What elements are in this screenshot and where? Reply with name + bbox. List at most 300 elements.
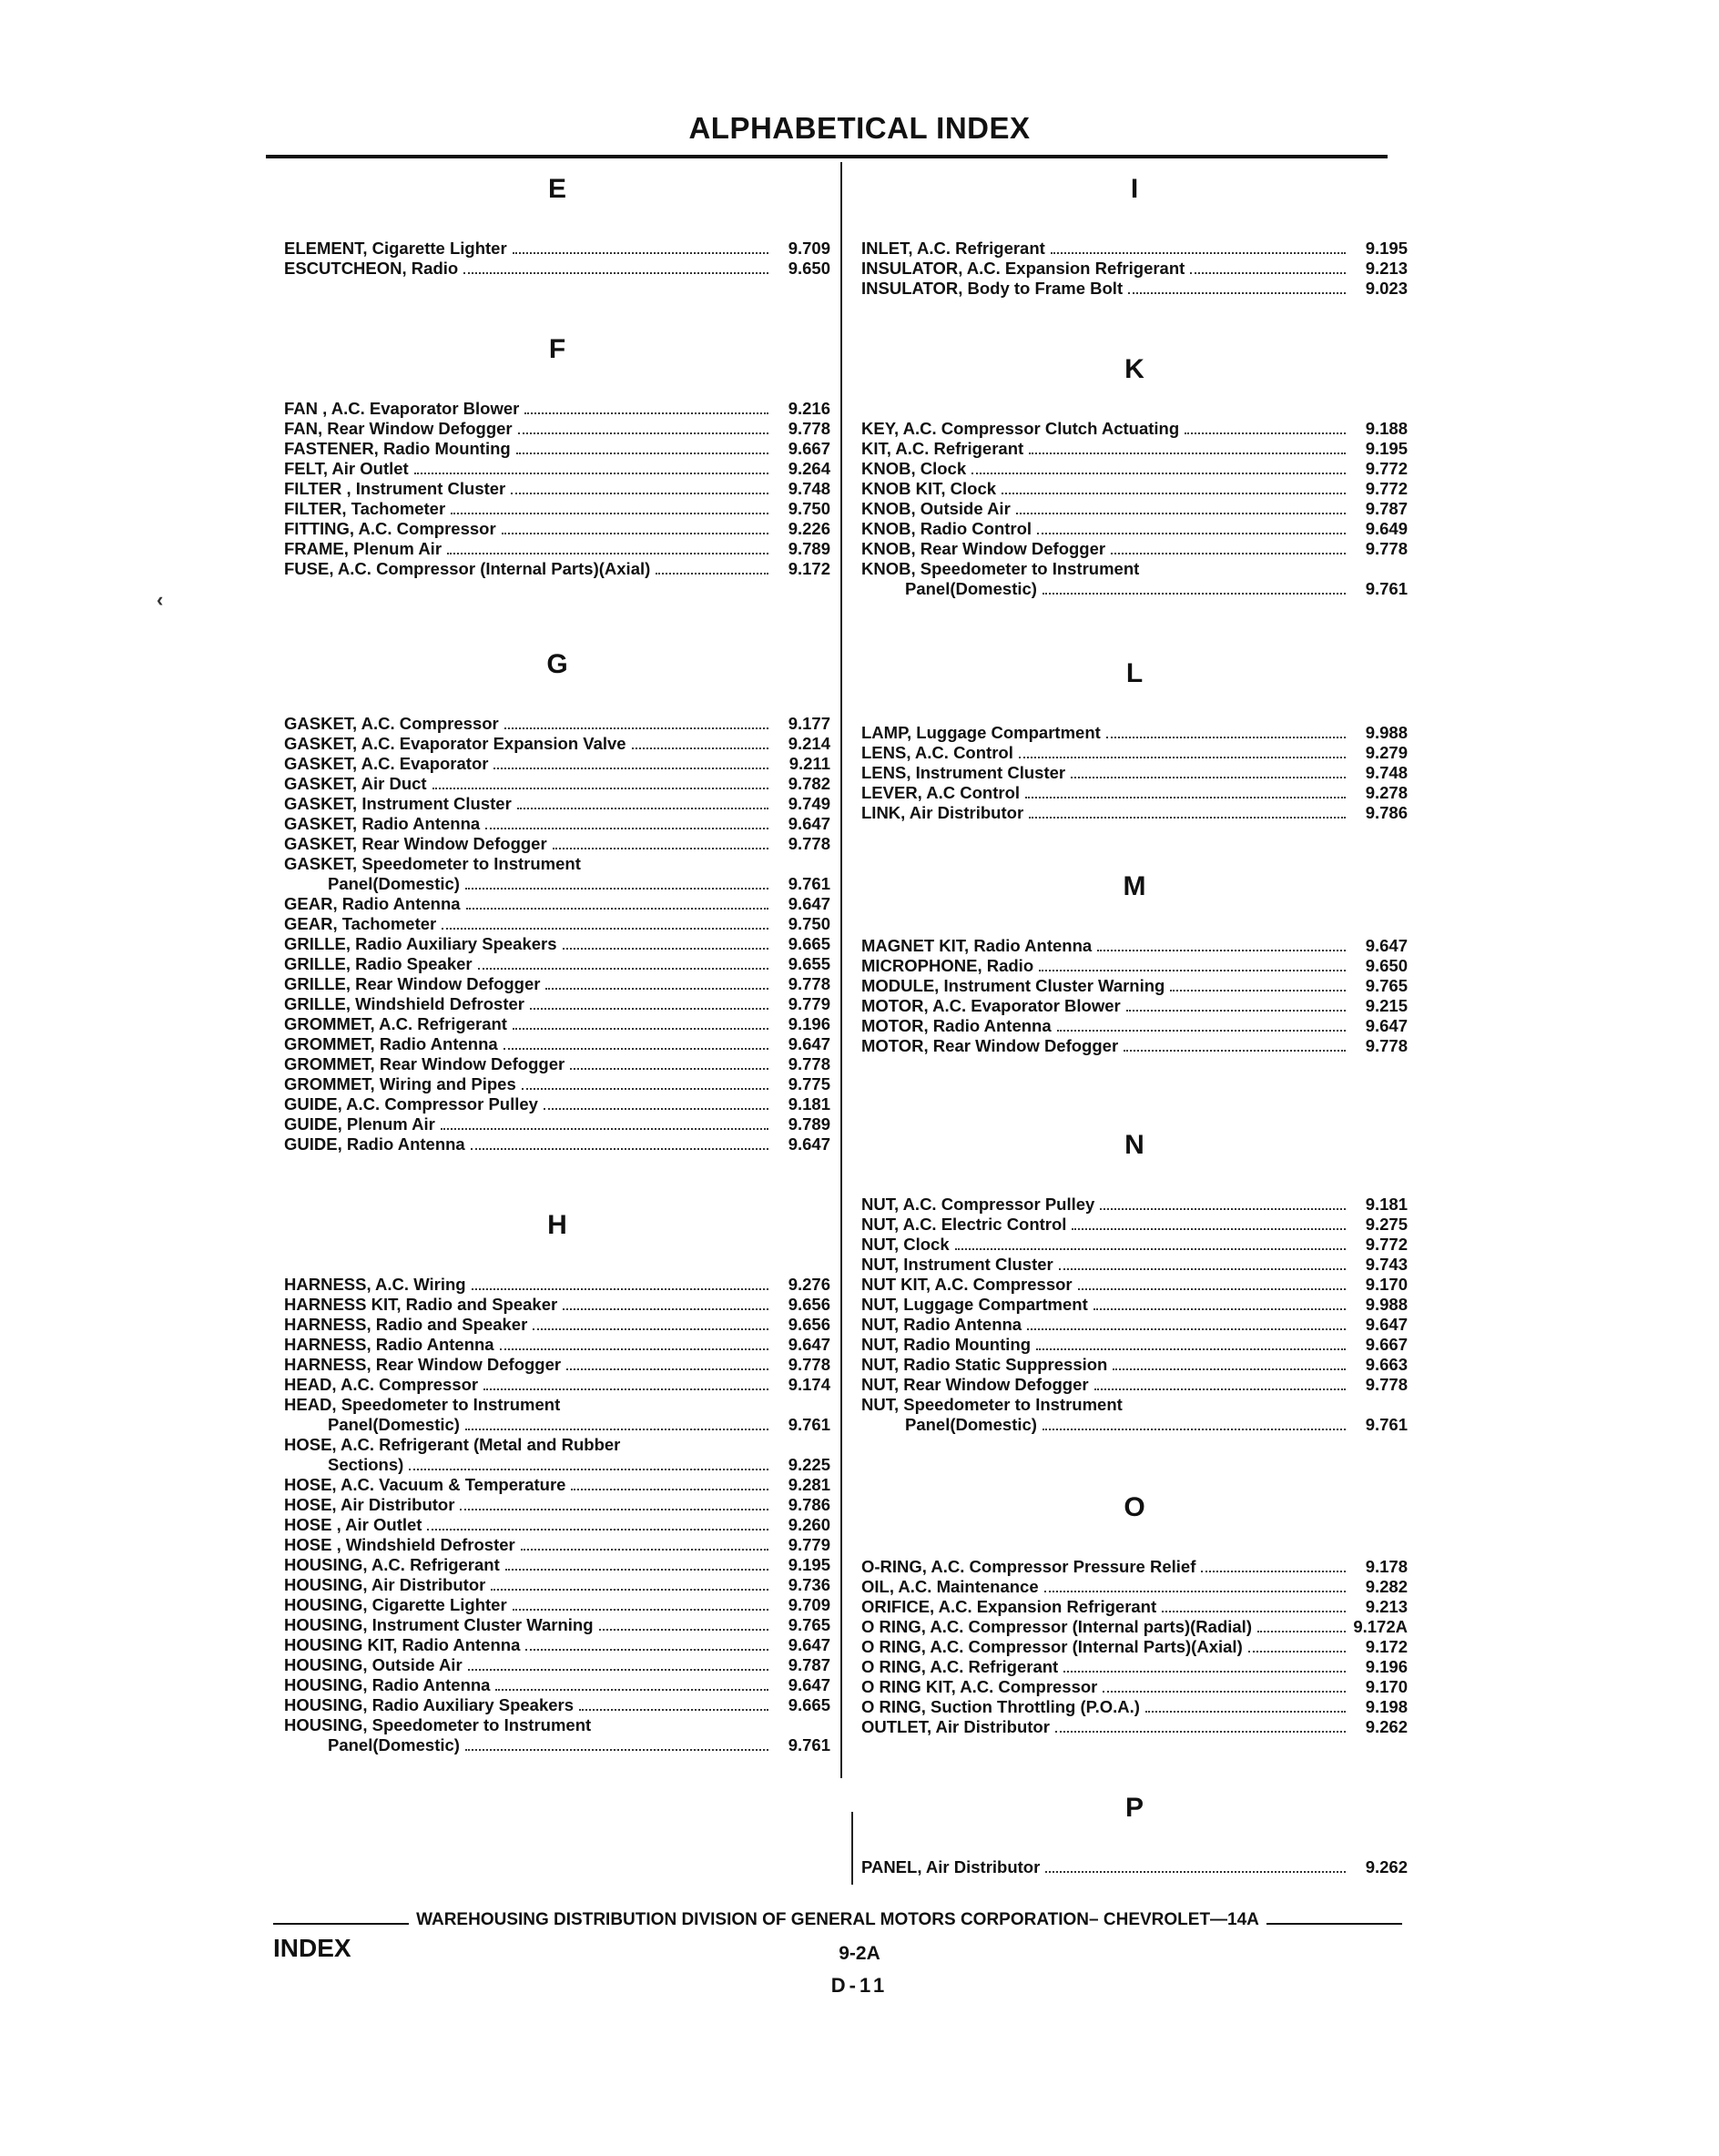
index-entry	[861, 783, 1408, 803]
entry-page: 9.761	[1365, 1415, 1408, 1434]
index-entry	[284, 1335, 830, 1355]
entry-page: 9.178	[1365, 1557, 1408, 1576]
entry-page: 9.656	[788, 1315, 830, 1334]
index-entry	[861, 519, 1408, 539]
section-entries	[861, 1857, 1408, 1877]
section-entries	[861, 419, 1408, 599]
index-entry	[284, 1515, 830, 1535]
section-letter: L	[1125, 658, 1144, 688]
index-section	[861, 173, 1408, 299]
entry-name: O RING, A.C. Compressor (Internal parts)(Radial)	[861, 1617, 1252, 1636]
section-letter: E	[547, 174, 566, 204]
index-entry	[861, 803, 1408, 823]
index-entry	[861, 1295, 1408, 1315]
entry-name: GASKET, A.C. Evaporator Expansion Valve	[284, 734, 626, 753]
column-divider-lower	[851, 1812, 853, 1885]
column-divider	[840, 162, 842, 1778]
entry-name: O RING KIT, A.C. Compressor	[861, 1677, 1098, 1696]
index-entry	[861, 1235, 1408, 1255]
entry-page: 9.647	[788, 894, 830, 913]
entry-name: HOUSING, Radio Antenna	[284, 1675, 491, 1694]
entry-name: Panel(Domestic)	[905, 1415, 1037, 1434]
entry-name: KEY, A.C. Compressor Clutch Actuating	[861, 419, 1180, 438]
index-entry	[861, 1617, 1408, 1637]
margin-mark-icon: ‹	[157, 588, 164, 611]
entry-name: NUT, Radio Mounting	[861, 1335, 1031, 1354]
entry-leader-dots	[513, 1028, 768, 1030]
index-label: INDEX	[273, 1934, 351, 1962]
section-letter: P	[1124, 1793, 1144, 1823]
entry-page: 9.778	[788, 1355, 830, 1374]
entry-page: 9.786	[788, 1495, 830, 1514]
entry-page: 9.988	[1365, 1295, 1408, 1314]
entry-name: LENS, A.C. Control	[861, 743, 1013, 762]
index-section	[284, 648, 830, 1154]
index-entry	[284, 519, 830, 539]
entry-page: 9.665	[788, 1695, 830, 1714]
entry-leader-dots	[1103, 1691, 1346, 1693]
entry-page: 9.778	[788, 974, 830, 993]
entry-name: OIL, A.C. Maintenance	[861, 1577, 1039, 1596]
index-entry	[284, 1295, 830, 1315]
entry-name: HOUSING, Speedometer to Instrument	[284, 1715, 592, 1734]
index-entry	[284, 1054, 830, 1074]
entry-name: Panel(Domestic)	[328, 1415, 460, 1434]
entry-name: GASKET, Speedometer to Instrument	[284, 854, 581, 873]
entry-leader-dots	[1113, 1368, 1346, 1370]
entry-name: KIT, A.C. Refrigerant	[861, 439, 1024, 458]
entry-leader-dots	[491, 1589, 768, 1591]
index-section	[861, 1129, 1408, 1435]
entry-page: 9.181	[788, 1094, 830, 1114]
index-entry	[284, 934, 830, 954]
index-entry	[861, 1677, 1408, 1697]
entry-name: LINK, Air Distributor	[861, 803, 1024, 822]
entry-leader-dots	[1027, 1328, 1346, 1330]
entry-leader-dots	[468, 1669, 768, 1671]
index-entry	[861, 239, 1408, 259]
section-entries	[861, 723, 1408, 823]
index-entry	[861, 1557, 1408, 1577]
index-section	[861, 1792, 1408, 1877]
index-entry	[861, 1275, 1408, 1295]
entry-name: HOUSING, A.C. Refrigerant	[284, 1555, 500, 1574]
section-entries	[284, 1275, 830, 1755]
entry-name: FUSE, A.C. Compressor (Internal Parts)(Axial)	[284, 559, 651, 578]
entry-name: HOSE , Air Outlet	[284, 1515, 422, 1534]
entry-name: LENS, Instrument Cluster	[861, 763, 1066, 782]
entry-page: 9.174	[788, 1375, 830, 1394]
entry-page: 9.647	[1365, 936, 1408, 955]
index-entry	[284, 1735, 830, 1755]
entry-page: 9.787	[1365, 499, 1408, 518]
entry-page: 9.789	[788, 539, 830, 558]
entry-page: 9.023	[1365, 279, 1408, 298]
entry-page: 9.665	[788, 934, 830, 953]
entry-leader-dots	[1257, 1631, 1346, 1632]
entry-name: GRILLE, Rear Window Defogger	[284, 974, 541, 993]
page-title: ALPHABETICAL INDEX	[688, 111, 1031, 145]
index-entry	[861, 1697, 1408, 1717]
entry-name: GASKET, A.C. Evaporator	[284, 754, 489, 773]
entry-name: HARNESS, A.C. Wiring	[284, 1275, 466, 1294]
entry-name: MOTOR, Rear Window Defogger	[861, 1036, 1119, 1055]
entry-page: 9.215	[1365, 996, 1408, 1015]
entry-page: 9.214	[788, 734, 830, 753]
entry-leader-dots	[656, 573, 768, 575]
entry-page: 9.750	[788, 914, 830, 933]
entry-page: 9.225	[788, 1455, 830, 1474]
entry-leader-dots	[441, 1128, 768, 1130]
index-entry	[861, 1717, 1408, 1737]
page-sub-code: D-11	[830, 1974, 889, 1997]
entry-leader-dots	[465, 888, 768, 890]
entry-page: 9.779	[788, 1535, 830, 1554]
index-entry	[861, 1215, 1408, 1235]
entry-name: GUIDE, Plenum Air	[284, 1114, 435, 1134]
entry-leader-dots	[513, 1609, 768, 1611]
entry-page: 9.743	[1365, 1255, 1408, 1274]
entry-page: 9.761	[788, 1415, 830, 1434]
index-entry	[861, 1657, 1408, 1677]
entry-page: 9.778	[788, 419, 830, 438]
entry-page: 9.650	[1365, 956, 1408, 975]
entry-page: 9.667	[788, 439, 830, 458]
index-entry	[284, 1355, 830, 1375]
entry-page: 9.761	[1365, 579, 1408, 598]
entry-page: 9.709	[788, 1595, 830, 1614]
index-entry	[284, 1094, 830, 1114]
index-entry	[284, 914, 830, 934]
entry-name: GASKET, Rear Window Defogger	[284, 834, 547, 853]
index-entry	[861, 439, 1408, 459]
index-entry	[284, 1315, 830, 1335]
entry-leader-dots	[579, 1709, 768, 1711]
entry-name: PANEL, Air Distributor	[861, 1857, 1041, 1876]
entry-leader-dots	[465, 1749, 768, 1751]
index-entry	[284, 459, 830, 479]
entry-page: 9.778	[788, 1054, 830, 1073]
entry-page: 9.195	[1365, 239, 1408, 258]
entry-leader-dots	[1002, 493, 1346, 494]
entry-leader-dots	[460, 1509, 768, 1510]
entry-name: NUT, A.C. Compressor Pulley	[861, 1195, 1095, 1214]
entry-leader-dots	[1037, 533, 1346, 534]
section-entries	[861, 239, 1408, 299]
entry-leader-dots	[1043, 593, 1346, 595]
index-entry	[284, 1715, 830, 1735]
entry-leader-dots	[1162, 1611, 1346, 1612]
entry-leader-dots	[563, 1308, 768, 1310]
index-entry	[284, 1074, 830, 1094]
entry-page: 9.279	[1365, 743, 1408, 762]
entry-name: GUIDE, Radio Antenna	[284, 1134, 465, 1154]
index-entry	[284, 1655, 830, 1675]
entry-name: INLET, A.C. Refrigerant	[861, 239, 1045, 258]
index-entry	[861, 419, 1408, 439]
entry-name: KNOB KIT, Clock	[861, 479, 997, 498]
entry-name: HOSE, Air Distributor	[284, 1495, 455, 1514]
entry-page: 9.170	[1365, 1677, 1408, 1696]
entry-name: GASKET, Radio Antenna	[284, 814, 481, 833]
entry-leader-dots	[1039, 970, 1346, 971]
entry-page: 9.749	[788, 794, 830, 813]
index-section	[284, 173, 830, 279]
entry-name: ORIFICE, A.C. Expansion Refrigerant	[861, 1597, 1157, 1616]
index-entry	[284, 479, 830, 499]
entry-name: GROMMET, Rear Window Defogger	[284, 1054, 565, 1073]
entry-leader-dots	[451, 513, 768, 514]
entry-name: GASKET, Instrument Cluster	[284, 794, 512, 813]
entry-name: ESCUTCHEON, Radio	[284, 259, 459, 278]
entry-page: 9.778	[1365, 1375, 1408, 1394]
index-entry	[861, 459, 1408, 479]
entry-page: 9.988	[1365, 723, 1408, 742]
entry-page: 9.262	[1365, 1717, 1408, 1736]
entry-leader-dots	[1055, 1731, 1346, 1733]
entry-name: HOSE , Windshield Defroster	[284, 1535, 515, 1554]
entry-page: 9.775	[788, 1074, 830, 1093]
entry-leader-dots	[1044, 1591, 1346, 1592]
entry-page: 9.647	[788, 1635, 830, 1654]
index-entry	[284, 1014, 830, 1034]
entry-name: INSULATOR, Body to Frame Bolt	[861, 279, 1124, 298]
index-entry	[284, 1034, 830, 1054]
entry-name: KNOB, Clock	[861, 459, 967, 478]
entry-page: 9.262	[1365, 1857, 1408, 1876]
entry-page: 9.772	[1365, 1235, 1408, 1254]
entry-name: GROMMET, A.C. Refrigerant	[284, 1014, 507, 1033]
entry-name: NUT, A.C. Electric Control	[861, 1215, 1067, 1234]
entry-leader-dots	[1029, 453, 1346, 454]
entry-name: NUT KIT, A.C. Compressor	[861, 1275, 1073, 1294]
entry-leader-dots	[1100, 1208, 1346, 1210]
section-entries	[861, 1557, 1408, 1737]
index-entry	[284, 499, 830, 519]
index-entry	[284, 834, 830, 854]
entry-leader-dots	[545, 988, 768, 990]
section-letter: I	[1130, 174, 1139, 204]
entry-leader-dots	[1128, 292, 1346, 294]
entry-leader-dots	[1029, 817, 1346, 819]
entry-page: 9.211	[788, 754, 830, 773]
entry-page: 9.772	[1365, 479, 1408, 498]
entry-page: 9.779	[788, 994, 830, 1013]
entry-page: 9.750	[788, 499, 830, 518]
index-entry	[284, 1595, 830, 1615]
entry-leader-dots	[500, 1348, 768, 1350]
index-entry	[861, 559, 1408, 579]
entry-leader-dots	[1025, 797, 1346, 798]
index-entry	[284, 954, 830, 974]
entry-page: 9.649	[1365, 519, 1408, 538]
entry-leader-dots	[522, 1088, 768, 1090]
entry-name: HOSE, A.C. Vacuum & Temperature	[284, 1475, 566, 1494]
index-section	[861, 870, 1408, 1056]
entry-leader-dots	[504, 727, 768, 729]
entry-page: 9.260	[788, 1515, 830, 1534]
entry-page: 9.195	[1365, 439, 1408, 458]
entry-name: KNOB, Speedometer to Instrument	[861, 559, 1140, 578]
index-entry	[284, 259, 830, 279]
entry-page: 9.216	[788, 399, 830, 418]
index-entry	[861, 743, 1408, 763]
entry-leader-dots	[1124, 1050, 1346, 1052]
index-entry	[284, 539, 830, 559]
entry-leader-dots	[521, 1549, 768, 1551]
index-section	[284, 1209, 830, 1755]
entry-page: 9.647	[1365, 1315, 1408, 1334]
index-entry	[284, 754, 830, 774]
entry-leader-dots	[570, 1068, 768, 1070]
entry-page: 9.170	[1365, 1275, 1408, 1294]
entry-leader-dots	[465, 1429, 768, 1430]
entry-leader-dots	[1185, 432, 1346, 434]
index-entry	[861, 956, 1408, 976]
entry-name: HARNESS, Rear Window Defogger	[284, 1355, 562, 1374]
index-entry	[284, 1435, 830, 1455]
index-entry	[284, 994, 830, 1014]
index-entry	[284, 734, 830, 754]
entry-leader-dots	[1201, 1571, 1346, 1572]
entry-leader-dots	[1019, 757, 1346, 758]
entry-leader-dots	[466, 908, 768, 910]
index-entry	[861, 1395, 1408, 1415]
entry-name: GRILLE, Radio Speaker	[284, 954, 473, 973]
entry-page: 9.650	[788, 259, 830, 278]
entry-page: 9.778	[788, 834, 830, 853]
entry-leader-dots	[409, 1469, 768, 1470]
entry-page: 9.761	[788, 874, 830, 893]
entry-name: HEAD, Speedometer to Instrument	[284, 1395, 561, 1414]
entry-leader-dots	[511, 493, 768, 494]
entry-leader-dots	[1093, 1308, 1346, 1310]
entry-page: 9.188	[1365, 419, 1408, 438]
entry-name: FRAME, Plenum Air	[284, 539, 442, 558]
index-entry	[284, 1395, 830, 1415]
entry-name: NUT, Clock	[861, 1235, 950, 1254]
entry-page: 9.196	[788, 1014, 830, 1033]
entry-leader-dots	[485, 828, 768, 829]
index-entry	[284, 1615, 830, 1635]
entry-leader-dots	[533, 1328, 768, 1330]
entry-name: ELEMENT, Cigarette Lighter	[284, 239, 507, 258]
index-entry	[284, 239, 830, 259]
footer-rule-left	[273, 1923, 409, 1925]
entry-name: GROMMET, Radio Antenna	[284, 1034, 498, 1053]
section-entries	[284, 714, 830, 1154]
entry-leader-dots	[502, 533, 768, 534]
index-section	[861, 353, 1408, 599]
entry-page: 9.765	[1365, 976, 1408, 995]
index-entry	[861, 1375, 1408, 1395]
entry-leader-dots	[495, 1689, 768, 1691]
entry-page: 9.276	[788, 1275, 830, 1294]
entry-page: 9.213	[1365, 259, 1408, 278]
entry-leader-dots	[505, 1569, 768, 1571]
entry-page: 9.782	[788, 774, 830, 793]
entry-name: MOTOR, Radio Antenna	[861, 1016, 1052, 1035]
entry-page: 9.667	[1365, 1335, 1408, 1354]
section-letter: O	[1124, 1492, 1145, 1522]
index-section	[861, 1491, 1408, 1737]
entry-leader-dots	[1051, 252, 1346, 254]
entry-leader-dots	[518, 432, 768, 434]
entry-name: GEAR, Tachometer	[284, 914, 437, 933]
index-entry	[284, 1455, 830, 1475]
index-entry	[284, 1635, 830, 1655]
index-entry	[284, 1555, 830, 1575]
section-entries	[861, 1195, 1408, 1435]
entry-name: FILTER , Instrument Cluster	[284, 479, 506, 498]
entry-name: O-RING, A.C. Compressor Pressure Relief	[861, 1557, 1196, 1576]
entry-leader-dots	[566, 1368, 768, 1370]
entry-name: O RING, A.C. Compressor (Internal Parts)(Axial)	[861, 1637, 1243, 1656]
entry-leader-dots	[483, 1388, 768, 1390]
entry-page: 9.787	[788, 1655, 830, 1674]
index-entry	[284, 1675, 830, 1695]
index-entry	[861, 936, 1408, 956]
entry-name: HOUSING, Air Distributor	[284, 1575, 486, 1594]
entry-leader-dots	[517, 808, 768, 809]
index-entry	[284, 1375, 830, 1395]
index-entry	[861, 1016, 1408, 1036]
index-entry	[861, 1036, 1408, 1056]
entry-page: 9.647	[788, 814, 830, 833]
entry-page: 9.264	[788, 459, 830, 478]
entry-name: MAGNET KIT, Radio Antenna	[861, 936, 1093, 955]
entry-page: 9.282	[1365, 1577, 1408, 1596]
entry-page: 9.647	[788, 1134, 830, 1154]
entry-name: O RING, A.C. Refrigerant	[861, 1657, 1059, 1676]
entry-leader-dots	[525, 1649, 768, 1651]
index-entry	[861, 259, 1408, 279]
entry-page: 9.181	[1365, 1195, 1408, 1214]
index-entry	[284, 814, 830, 834]
entry-page: 9.281	[788, 1475, 830, 1494]
entry-name: LEVER, A.C Control	[861, 783, 1021, 802]
index-entry	[861, 1857, 1408, 1877]
index-entry	[284, 714, 830, 734]
entry-page: 9.748	[1365, 763, 1408, 782]
entry-page: 9.786	[1365, 803, 1408, 822]
entry-name: KNOB, Radio Control	[861, 519, 1032, 538]
section-letter: F	[548, 334, 566, 364]
entry-leader-dots	[544, 1108, 768, 1110]
entry-page: 9.275	[1365, 1215, 1408, 1234]
entry-page: 9.198	[1365, 1697, 1408, 1716]
entry-name: HOUSING, Instrument Cluster Warning	[284, 1615, 594, 1634]
index-entry	[861, 1255, 1408, 1275]
index-entry	[861, 1597, 1408, 1617]
entry-name: GRILLE, Windshield Defroster	[284, 994, 524, 1013]
index-entry	[284, 1134, 830, 1154]
entry-name: HARNESS, Radio and Speaker	[284, 1315, 528, 1334]
section-entries	[861, 936, 1408, 1056]
entry-leader-dots	[563, 948, 768, 950]
entry-name: NUT, Instrument Cluster	[861, 1255, 1053, 1274]
index-entry	[284, 439, 830, 459]
entry-leader-dots	[447, 553, 768, 554]
index-section	[284, 333, 830, 579]
entry-name: NUT, Radio Antenna	[861, 1315, 1022, 1334]
index-entry	[861, 1577, 1408, 1597]
entry-name: HARNESS KIT, Radio and Speaker	[284, 1295, 558, 1314]
entry-leader-dots	[1248, 1651, 1346, 1653]
index-entry	[284, 1114, 830, 1134]
entry-leader-dots	[1043, 1429, 1346, 1430]
entry-name: O RING, Suction Throttling (P.O.A.)	[861, 1697, 1140, 1716]
